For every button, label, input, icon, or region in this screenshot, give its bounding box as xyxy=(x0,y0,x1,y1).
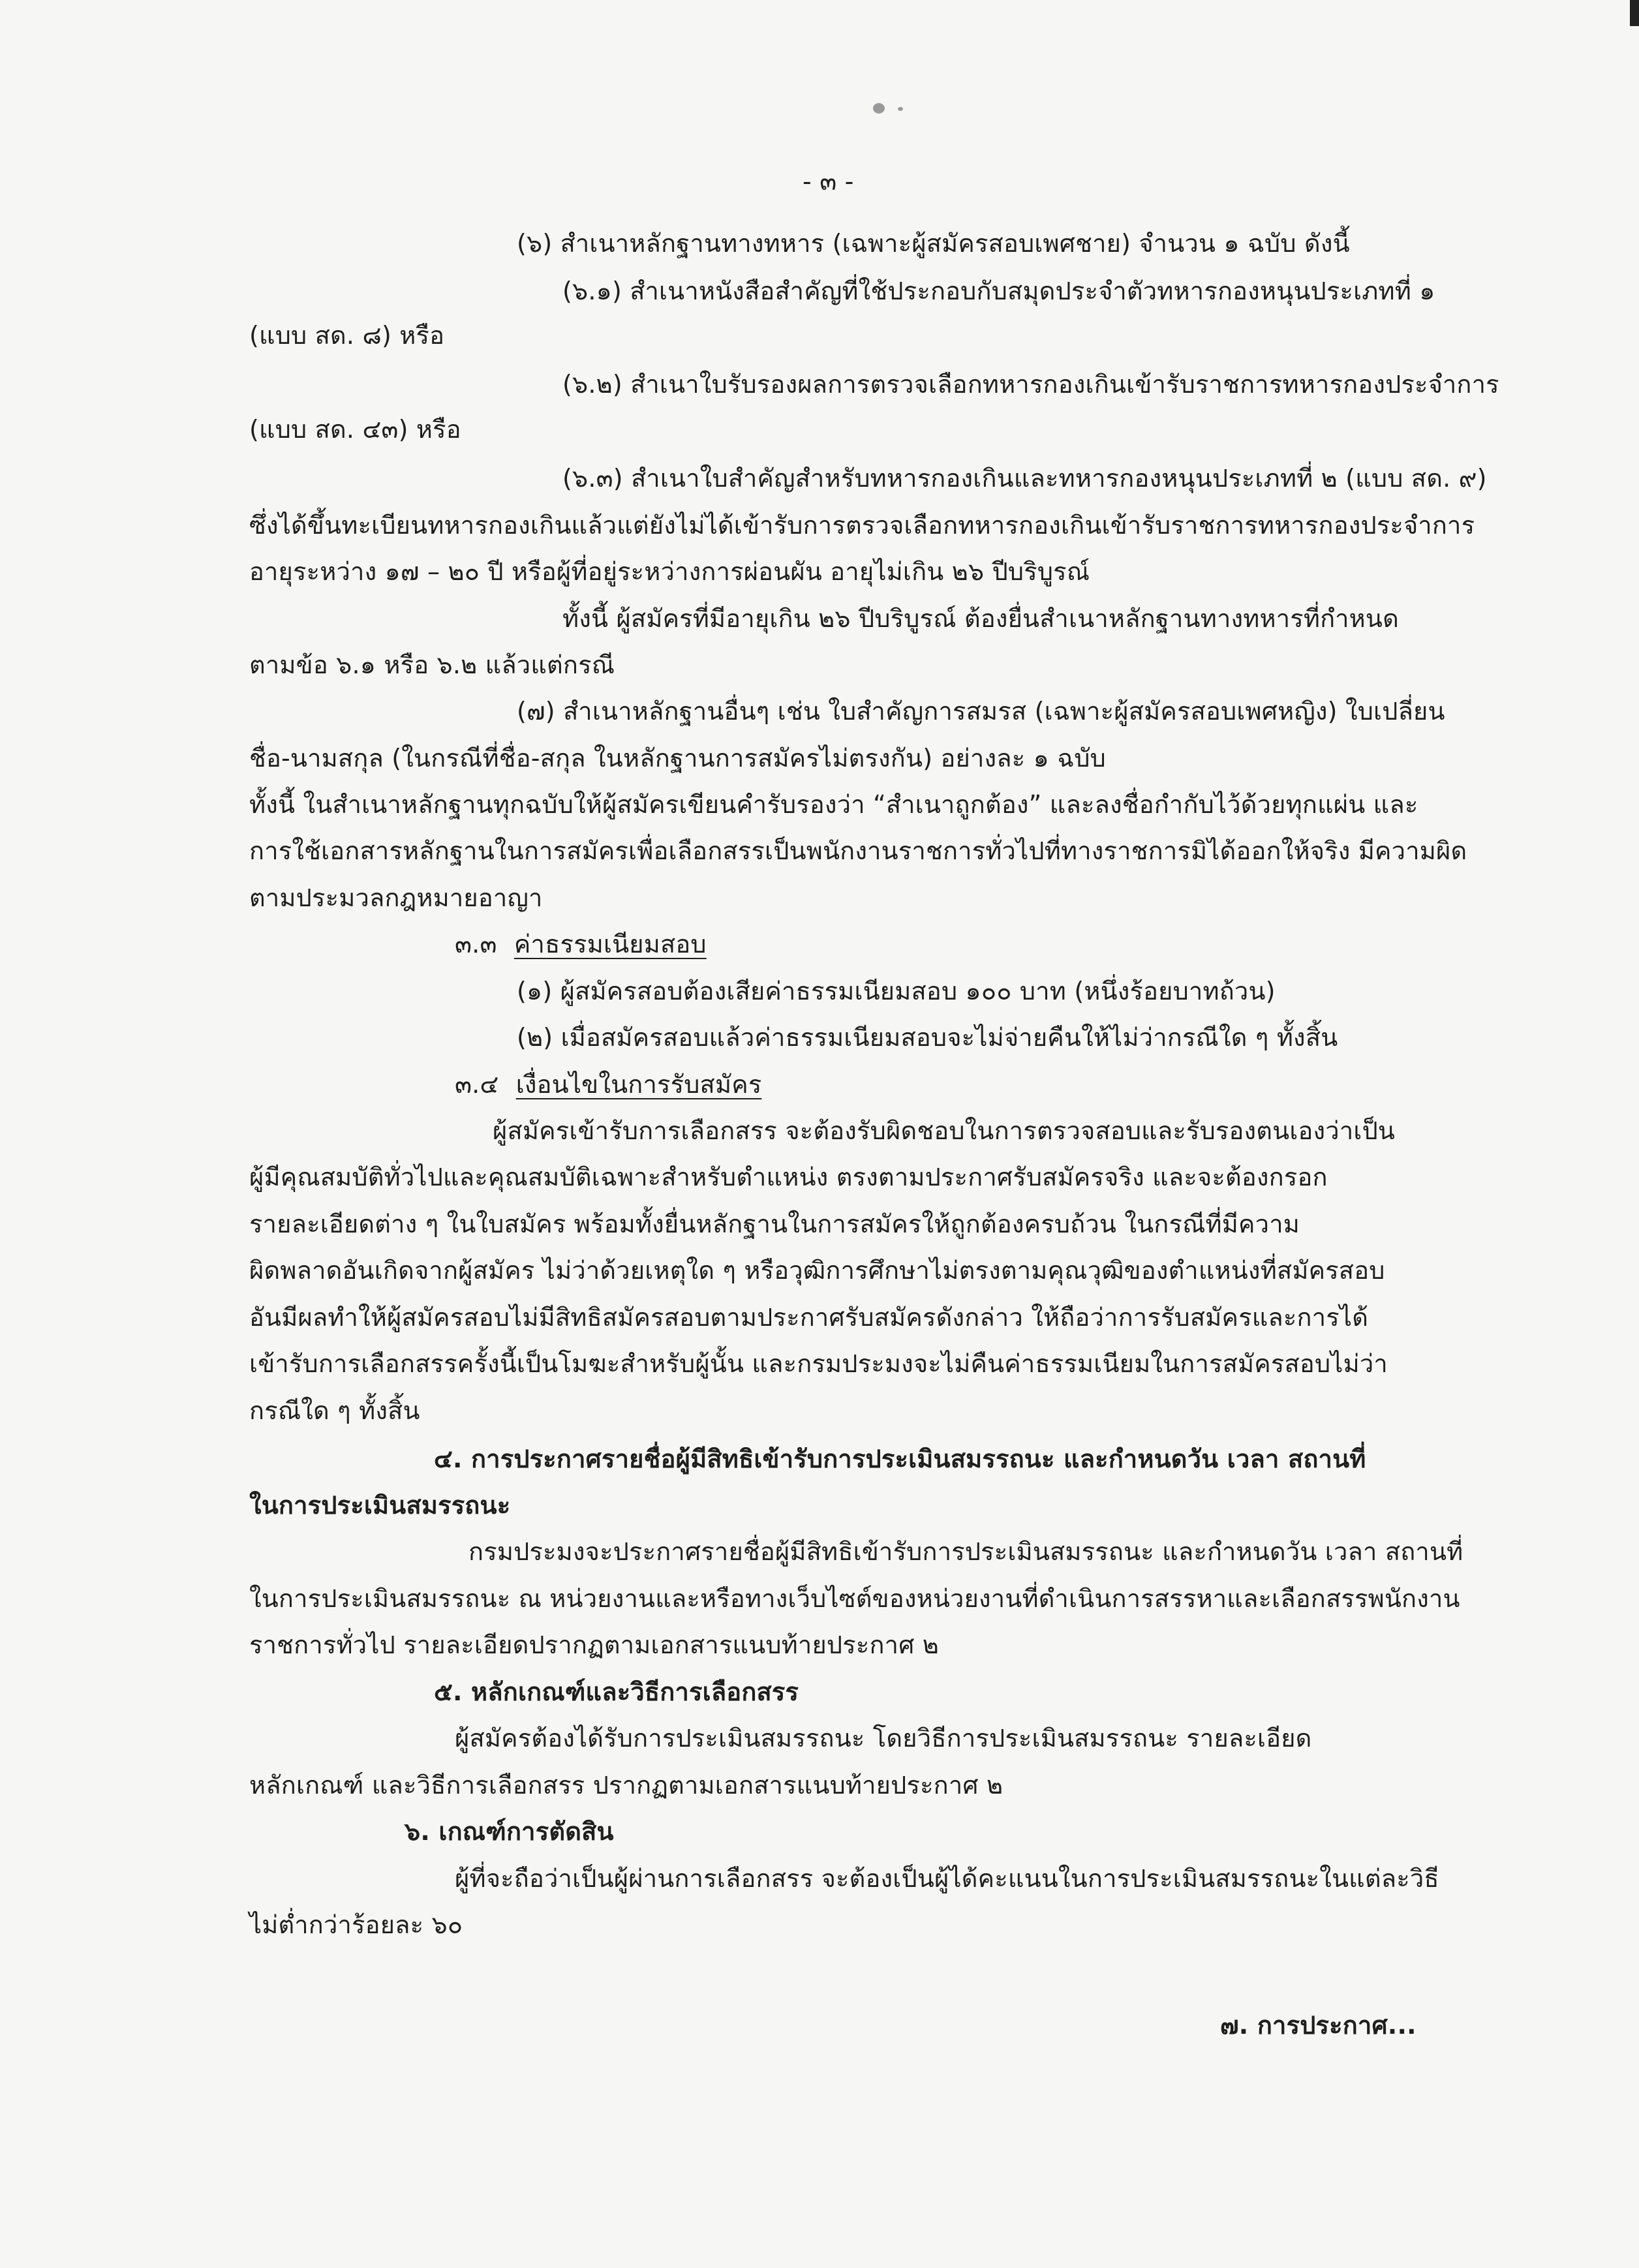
text-line: การใช้เอกสารหลักฐานในการสมัครเพื่อเลือกสรรเป็นพนักงานราชการทั่วไปที่ทางราชการมิได้ออกให้จริง มีความผิด xyxy=(249,836,1467,865)
scan-smudge xyxy=(898,107,903,111)
text-line: อันมีผลทำให้ผู้สมัครสอบไม่มีสิทธิสมัครสอบตามประกาศรับสมัครดังกล่าว ให้ถือว่าการรับสมัครและการได้ xyxy=(249,1303,1369,1332)
text-line: ราชการทั่วไป รายละเอียดปรากฏตามเอกสารแนบท้ายประกาศ ๒ xyxy=(249,1631,940,1659)
text-line: ผู้สมัครเข้ารับการเลือกสรร จะต้องรับผิดชอบในการตรวจสอบและรับรองตนเองว่าเป็น xyxy=(493,1116,1396,1145)
section-title: ค่าธรรมเนียมสอบ xyxy=(513,930,707,958)
text-line: ทั้งนี้ ผู้สมัครที่มีอายุเกิน ๒๖ ปีบริบูรณ์ ต้องยื่นสำเนาหลักฐานทางทหารที่กำหนด xyxy=(562,604,1399,633)
text-line: ผู้สมัครต้องได้รับการประเมินสมรรถนะ โดยวิธีการประเมินสมรรถนะ รายละเอียด xyxy=(455,1724,1312,1753)
section-heading xyxy=(455,1069,761,1100)
text-line: อายุระหว่าง ๑๗ – ๒๐ ปี หรือผู้ที่อยู่ระหว่างการผ่อนผัน อายุไม่เกิน ๒๖ ปีบริบูรณ์ xyxy=(249,557,1090,586)
text-line: ในการประเมินสมรรถนะ ณ หน่วยงานและหรือทางเว็บไซต์ของหน่วยงานที่ดำเนินการสรรหาและเลือกสรรพนักงาน xyxy=(249,1584,1460,1613)
section-heading: ๕. หลักเกณฑ์และวิธีการเลือกสรร xyxy=(434,1678,799,1706)
text-line: (๒) เมื่อสมัครสอบแล้วค่าธรรมเนียมสอบจะไม่จ่ายคืนให้ไม่ว่ากรณีใด ๆ ทั้งสิ้น xyxy=(517,1023,1338,1052)
text-line: ผู้ที่จะถือว่าเป็นผู้ผ่านการเลือกสรร จะต้องเป็นผู้ได้คะแนนในการประเมินสมรรถนะในแต่ละวิธี xyxy=(455,1864,1439,1893)
section-heading xyxy=(455,928,707,960)
section-number: ๓.๓ xyxy=(455,930,497,958)
text-line: ผิดพลาดอันเกิดจากผู้สมัคร ไม่ว่าด้วยเหตุใด ๆ หรือวุฒิการศึกษาไม่ตรงตามคุณวุฒิของตำแหน่งที่สมัครสอบ xyxy=(249,1256,1385,1285)
text-line: หลักเกณฑ์ และวิธีการเลือกสรร ปรากฏตามเอกสารแนบท้ายประกาศ ๒ xyxy=(249,1771,1003,1800)
text-line: ไม่ต่ำกว่าร้อยละ ๖๐ xyxy=(249,1910,463,1939)
text-line: กรมประมงจะประกาศรายชื่อผู้มีสิทธิเข้ารับการประเมินสมรรถนะ และกำหนดวัน เวลา สถานที่ xyxy=(468,1537,1463,1566)
text-line: ตามประมวลกฎหมายอาญา xyxy=(249,883,543,912)
scan-edge xyxy=(1630,0,1639,26)
page-number: - ๓ - xyxy=(803,167,854,196)
scan-smudge xyxy=(873,103,885,114)
text-line: (แบบ สด. ๘) หรือ xyxy=(249,321,445,350)
text-line: เข้ารับการเลือกสรรครั้งนี้เป็นโมฆะสำหรับผู้นั้น และกรมประมงจะไม่คืนค่าธรรมเนียมในการสมัครสอบไม่ว่า xyxy=(249,1349,1388,1378)
text-line: (๑) ผู้สมัครสอบต้องเสียค่าธรรมเนียมสอบ ๑๐๐ บาท (หนึ่งร้อยบาทถ้วน) xyxy=(517,977,1276,1005)
section-heading: ๔. การประกาศรายชื่อผู้มีสิทธิเข้ารับการประเมินสมรรถนะ และกำหนดวัน เวลา สถานที่ xyxy=(434,1445,1366,1473)
section-number: ๓.๔ xyxy=(455,1070,499,1099)
text-line: (แบบ สด. ๔๓) หรือ xyxy=(249,415,461,444)
text-line: ผู้มีคุณสมบัติทั่วไปและคุณสมบัติเฉพาะสำหรับตำแหน่ง ตรงตามประกาศรับสมัครจริง และจะต้องกรอก xyxy=(249,1163,1328,1191)
text-line: ซึ่งได้ขึ้นทะเบียนทหารกองเกินแล้วแต่ยังไม่ได้เข้ารับการตรวจเลือกทหารกองเกินเข้ารับราชการทหารกองประจำการ xyxy=(249,511,1475,540)
text-line: ตามข้อ ๖.๑ หรือ ๖.๒ แล้วแต่กรณี xyxy=(249,651,615,679)
text-line: กรณีใด ๆ ทั้งสิ้น xyxy=(249,1396,420,1425)
text-line: (๗) สำเนาหลักฐานอื่นๆ เช่น ใบสำคัญการสมรส (เฉพาะผู้สมัครสอบเพศหญิง) ใบเปลี่ยน xyxy=(517,697,1445,726)
text-line: (๖.๑) สำเนาหนังสือสำคัญที่ใช้ประกอบกับสมุดประจำตัวทหารกองหนุนประเภทที่ ๑ xyxy=(562,277,1435,305)
section-heading: ๖. เกณฑ์การตัดสิน xyxy=(405,1817,614,1846)
text-line: (๖.๓) สำเนาใบสำคัญสำหรับทหารกองเกินและทหารกองหนุนประเภทที่ ๒ (แบบ สด. ๙) xyxy=(562,464,1487,493)
text-line: ชื่อ-นามสกุล (ในกรณีที่ชื่อ-สกุล ในหลักฐานการสมัครไม่ตรงกัน) อย่างละ ๑ ฉบับ xyxy=(249,744,1106,773)
text-line: (๖) สำเนาหลักฐานทางทหาร (เฉพาะผู้สมัครสอบเพศชาย) จำนวน ๑ ฉบับ ดังนี้ xyxy=(517,229,1350,258)
section-title: เงื่อนไขในการรับสมัคร xyxy=(515,1070,762,1099)
continuation-note: ๗. การประกาศ... xyxy=(1220,2011,1417,2040)
text-line: รายละเอียดต่าง ๆ ในใบสมัคร พร้อมทั้งยื่นหลักฐานในการสมัครให้ถูกต้องครบถ้วน ในกรณีที่มีความ xyxy=(249,1210,1300,1238)
section-heading-cont: ในการประเมินสมรรถนะ xyxy=(249,1491,511,1520)
text-line: (๖.๒) สำเนาใบรับรองผลการตรวจเลือกทหารกองเกินเข้ารับราชการทหารกองประจำการ xyxy=(562,370,1499,399)
text-line: ทั้งนี้ ในสำเนาหลักฐานทุกฉบับให้ผู้สมัครเขียนคำรับรองว่า “สำเนาถูกต้อง” และลงชื่อกำกับไว้ด้วยทุกแผ่น และ xyxy=(249,790,1418,819)
